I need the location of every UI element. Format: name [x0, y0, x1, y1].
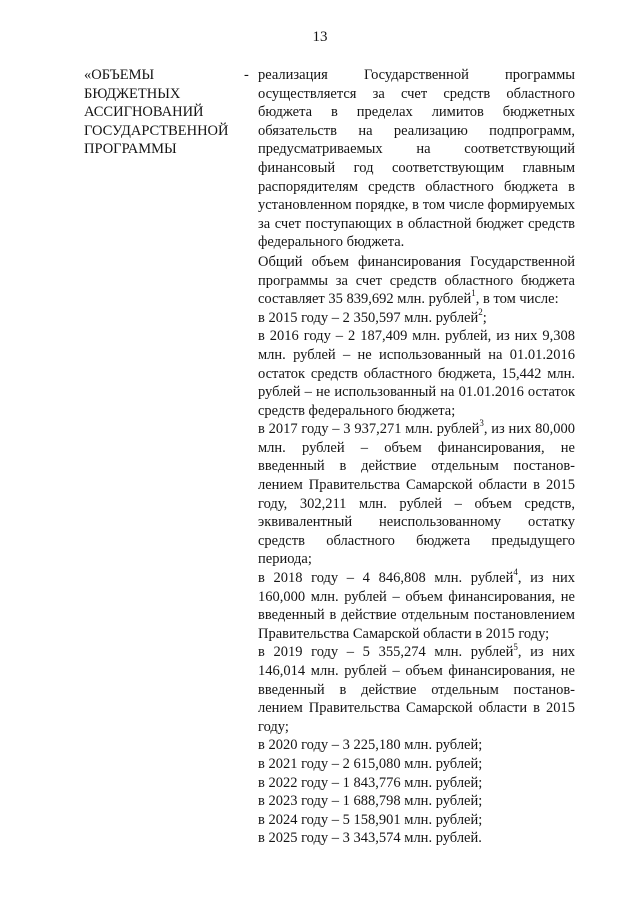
section-heading — [84, 66, 244, 159]
total-paragraph — [258, 253, 575, 309]
year-2017-paragraph — [258, 420, 575, 569]
year-2015-text: в 2015 году – 2 350,597 млн. рублей — [258, 309, 479, 326]
footnote-marker: 1 — [471, 288, 476, 299]
page-number: 13 — [312, 29, 328, 45]
year-2021-line: в 2021 году – 2 615,080 млн. рублей; — [258, 755, 483, 772]
year-2016-paragraph: в 2016 году – 2 187,409 млн. рублей, из них 9,308 млн. рублей – не использованный на 01.01.2016 остаток средств областного бюджета, 15,442 млн. рублей – не использованный на 01.01.2016 остаток средств федерального бюджета; — [258, 328, 575, 419]
footnote-marker: 3 — [479, 418, 484, 429]
year-2022-line: в 2022 году – 1 843,776 млн. рублей; — [258, 774, 483, 791]
year-2019-rest: , из них 146,014 млн. рублей – объем финансирования, не введенный в действие отдельным постанов-лением Правительства Самарской области в 2015 году; — [258, 644, 575, 735]
year-2017-text: в 2017 году – 3 937,271 млн. рублей — [258, 421, 480, 438]
heading-line: АССИГНОВАНИЙ — [84, 104, 204, 121]
footnote-marker: 4 — [513, 567, 518, 578]
footnote-marker: 2 — [478, 306, 483, 317]
year-2019-text: в 2019 году – 5 355,274 млн. рублей — [258, 644, 514, 661]
year-2017-rest: , из них 80,000 млн. рублей – объем финансирования, не введенный в действие отдельным постанов-лением Правительства Самарской области в 2015 году, 302,211 млн. рублей – объем средств, эквивалентный неиспользованному остатку средств областного бюджета предыдущего периода; — [258, 421, 575, 568]
year-2018-rest: , из них 160,000 млн. рублей – объем финансирования, не введенный в действие отдельным постановлением Правительства Самарской области в 2015 году; — [258, 570, 575, 642]
heading-line: БЮДЖЕТНЫХ — [84, 85, 181, 102]
year-2018-text: в 2018 году – 4 846,808 млн. рублей — [258, 570, 514, 587]
heading-line: ГОСУДАРСТВЕННОЙ — [84, 122, 229, 139]
year-2023-line: в 2023 году – 1 688,798 млн. рублей; — [258, 793, 483, 810]
year-2024-line: в 2024 году – 5 158,901 млн. рублей; — [258, 811, 483, 828]
year-2015-end: ; — [482, 309, 487, 326]
year-2020-line: в 2020 году – 3 225,180 млн. рублей; — [258, 737, 483, 754]
total-text-after: , в том числе: — [475, 291, 559, 308]
year-2018-paragraph — [258, 569, 575, 643]
footnote-marker: 5 — [513, 641, 518, 652]
year-2025-line: в 2025 году – 3 343,574 млн. рублей. — [258, 830, 482, 847]
year-2019-paragraph — [258, 643, 575, 736]
total-text: Общий объем финансирования Государственной программы за счет средств областного бюджета составляет 35 839,692 млн. рублей — [258, 253, 575, 308]
heading-line: «ОБЪЕМЫ — [84, 67, 155, 83]
heading-line: ПРОГРАММЫ — [84, 141, 177, 158]
year-2015-line — [258, 306, 575, 328]
body-column — [258, 66, 575, 848]
intro-paragraph: реализация Государственной программы осуществляется за счет средств областного бюджета в пределах лимитов бюджетных обязательств на реализацию подпрограмм, предусматриваемых на соответствующий финансовый год соответствующим главным распорядителям средств областного бюджета в установленном порядке, в том числе формируемых за счет поступающих в областной бюджет средств федерального бюджета. — [258, 67, 575, 251]
list-dash: - — [244, 67, 249, 83]
